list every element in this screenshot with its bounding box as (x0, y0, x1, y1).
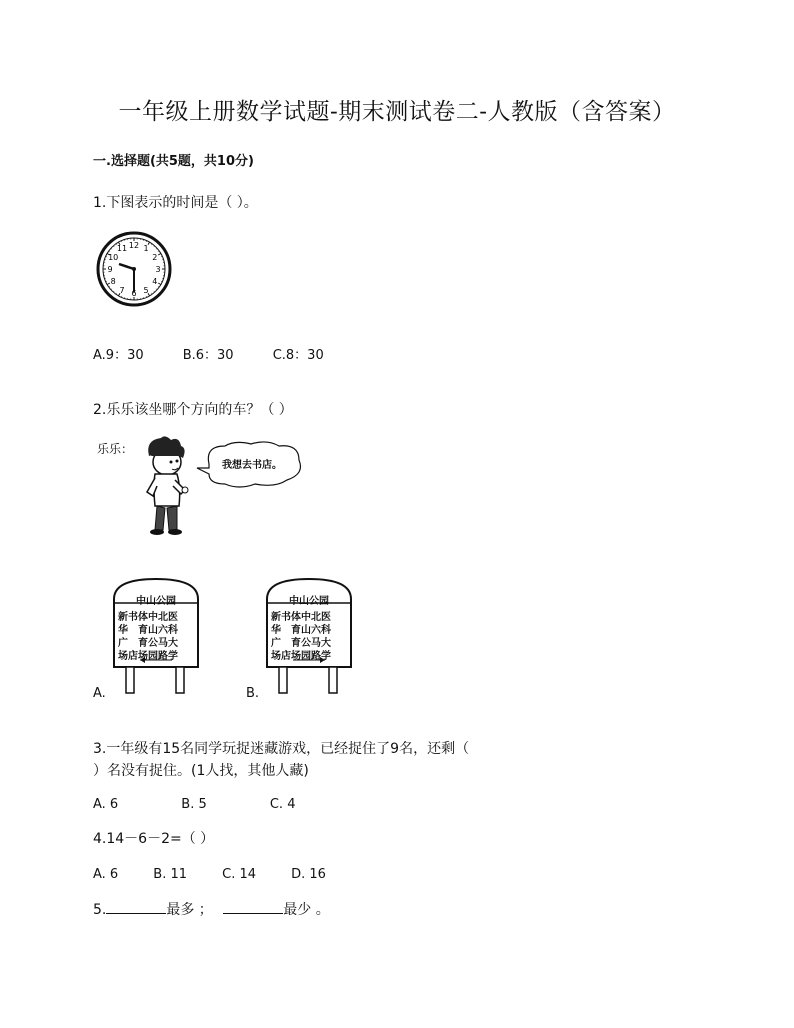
clock-number: 4 (152, 277, 158, 286)
option-a-label[interactable]: A. (93, 686, 106, 701)
option-a[interactable]: A. 6 (93, 797, 119, 812)
boy-illustration (135, 434, 203, 536)
person-label: 乐乐： (97, 442, 134, 456)
question-5-part-1: 最多 ； (166, 902, 213, 918)
clock-number: 11 (116, 244, 128, 254)
answer-blank-1[interactable] (106, 901, 166, 914)
sign-a-row: 新书体中北医 (118, 612, 178, 623)
question-3-options (93, 793, 329, 812)
question-3-line-2: ）名没有捉住。(1人找，其他人藏) (93, 763, 309, 779)
sign-b-header: 中山公园 (289, 596, 329, 607)
answer-blank-2[interactable] (223, 901, 283, 914)
clock-number: 10 (108, 253, 119, 262)
option-c[interactable]: C. 4 (269, 797, 296, 812)
option-a[interactable]: A. 6 (93, 867, 119, 882)
option-a[interactable]: A.9：30 (93, 348, 144, 363)
sign-b-row: 场店场园路学 (271, 651, 331, 662)
clock-number: 6 (131, 289, 137, 298)
sign-a-row: 华 育山六科 (118, 625, 178, 636)
option-b[interactable]: B. 5 (181, 797, 207, 812)
speech-text: 我想去书店。 (222, 460, 282, 471)
clock-number: 2 (152, 253, 158, 262)
sign-a-rows (118, 611, 178, 663)
sign-b-row: 新书体中北医 (271, 612, 331, 623)
clock-number: 12 (128, 241, 140, 250)
question-5-number: 5. (93, 902, 107, 918)
sign-b-row: 华 育山六科 (271, 625, 331, 636)
option-c[interactable]: C.8：30 (272, 348, 324, 363)
question-4-options (93, 863, 360, 882)
question-2-text: 2.乐乐该坐哪个方向的车？（ ） (93, 402, 293, 418)
question-3-line-1: 3.一年级有15名同学玩捉迷藏游戏，已经捉住了9名，还剩（ (93, 741, 470, 757)
clock-number: 9 (107, 265, 113, 274)
option-d[interactable]: D. 16 (291, 867, 326, 882)
option-b[interactable]: B. 11 (153, 867, 188, 882)
clock-image (95, 230, 173, 308)
section-heading: 一.选择题(共5题，共10分) (93, 154, 254, 169)
clock-number: 3 (155, 265, 161, 274)
sign-b-rows (271, 611, 331, 663)
option-b-label[interactable]: B. (246, 686, 260, 701)
clock-number: 8 (110, 277, 116, 286)
clock-number: 1 (143, 244, 149, 254)
question-5-part-2: 最少 。 (283, 902, 330, 918)
clock-number: 5 (143, 285, 149, 295)
sign-a-header: 中山公园 (136, 596, 176, 607)
question-5 (93, 899, 330, 919)
page-title: 一年级上册数学试题-期末测试卷二-人教版（含答案） (118, 99, 676, 125)
clock-number: 7 (119, 285, 125, 295)
sign-b-row: 广 育公马大 (271, 638, 331, 649)
sign-a-row: 场店场园路学 (118, 651, 178, 662)
sign-a-row: 广 育公马大 (118, 638, 178, 649)
option-b[interactable]: B.6：30 (182, 348, 234, 363)
question-4-text: 4.14－6－2=（ ） (93, 831, 215, 847)
option-c[interactable]: C. 14 (222, 867, 257, 882)
question-1-text: 1.下图表示的时间是（ ）。 (93, 195, 258, 211)
question-1-options (93, 344, 358, 363)
